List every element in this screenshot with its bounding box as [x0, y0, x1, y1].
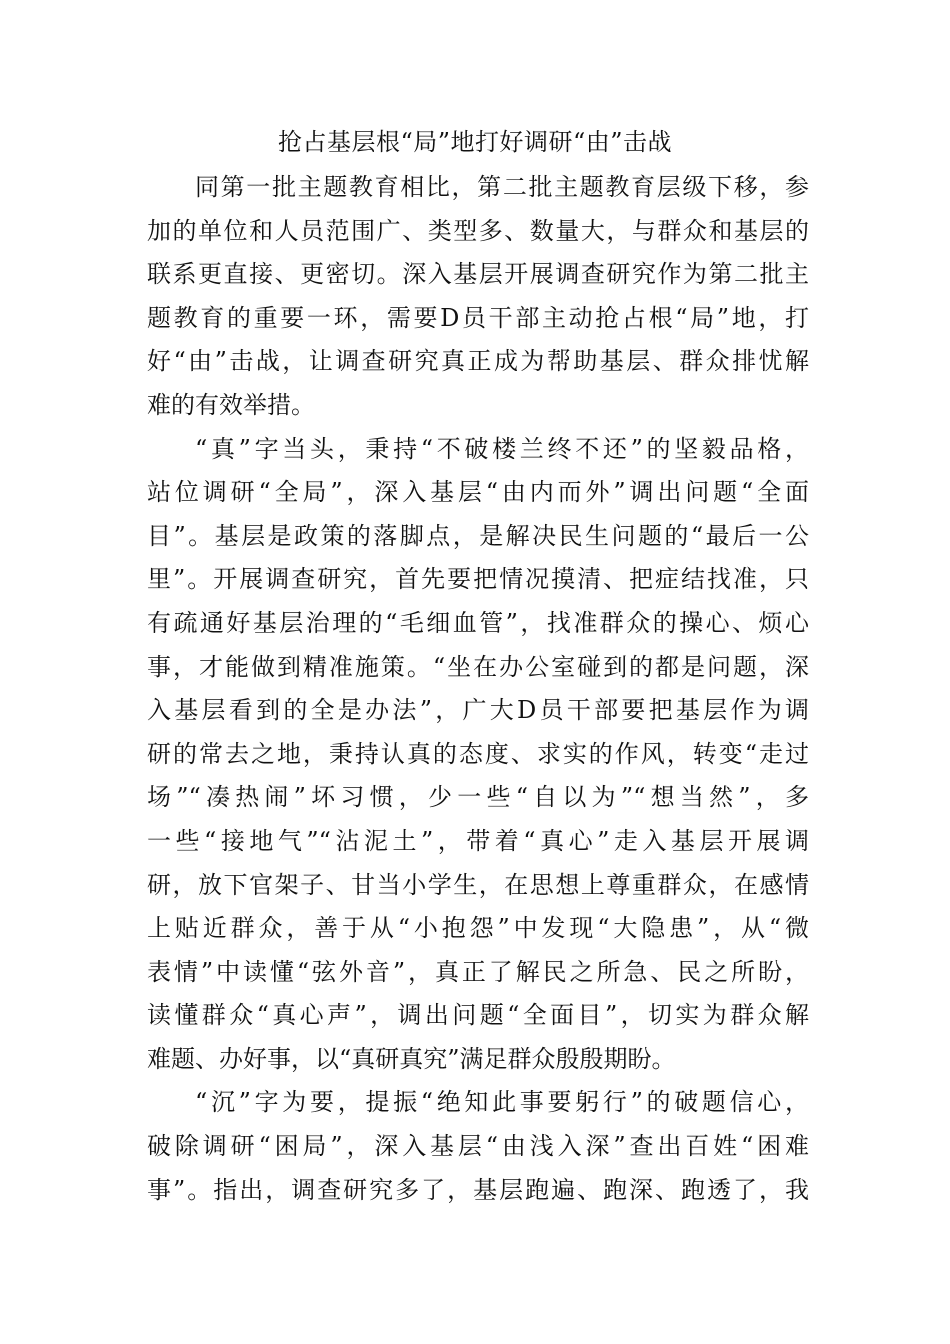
text-line: 加的单位和人员范围广、类型多、数量大，与群众和基层的: [147, 216, 809, 245]
text-line: 难的有效举措。: [147, 390, 315, 419]
text-line: “沉”字为要，提振“绝知此事要躬行”的破题信心，: [195, 1088, 809, 1117]
paragraph-zhen: [147, 428, 809, 1082]
text-line: 研，放下官架子、甘当小学生，在思想上尊重群众，在感情: [147, 870, 809, 899]
paragraph-intro: [147, 166, 809, 428]
document-body: [147, 166, 809, 1212]
text-line: 读懂群众“真心声”，调出问题“全面目”，切实为群众解: [147, 1001, 809, 1030]
text-line: 入基层看到的全是办法”，广大D员干部要把基层作为调: [147, 696, 809, 725]
text-line: 有疏通好基层治理的“毛细血管”，找准群众的操心、烦心: [147, 608, 809, 637]
text-line: “真”字当头，秉持“不破楼兰终不还”的坚毅品格，: [195, 434, 809, 463]
text-line: 表情”中读懂“弦外音”，真正了解民之所急、民之所盼，: [147, 957, 809, 986]
text-line: 一些“接地气”“沾泥土”，带着“真心”走入基层开展调: [147, 826, 809, 855]
text-line: 事，才能做到精准施策。“坐在办公室碰到的都是问题，深: [147, 652, 809, 681]
text-line: 上贴近群众，善于从“小抱怨”中发现“大隐患”，从“微: [147, 914, 809, 943]
text-line: 同第一批主题教育相比，第二批主题教育层级下移，参: [195, 173, 809, 201]
text-line: 事”。指出，调查研究多了，基层跑遍、跑深、跑透了，我: [147, 1175, 809, 1204]
text-line: 破除调研“困局”，深入基层“由浅入深”查出百姓“困难: [147, 1132, 809, 1161]
text-line: 研的常去之地，秉持认真的态度、求实的作风，转变“走过: [147, 739, 809, 768]
text-line: 里”。开展调查研究，首先要把情况摸清、把症结找准，只: [147, 565, 809, 594]
text-line: 场”“凑热闹”坏习惯，少一些“自以为”“想当然”，多: [147, 783, 809, 812]
paragraph-chen: [147, 1081, 809, 1212]
text-line: 联系更直接、更密切。深入基层开展调查研究作为第二批主: [147, 260, 809, 289]
text-line: 站位调研“全局”，深入基层“由内而外”调出问题“全面: [147, 478, 809, 507]
text-line: 难题、办好事，以“真研真究”满足群众殷殷期盼。: [147, 1044, 676, 1073]
document-title: 抢占基层根“局”地打好调研“由”击战: [277, 128, 673, 156]
text-line: 好“由”击战，让调查研究真正成为帮助基层、群众排忧解: [147, 347, 809, 376]
text-line: 目”。基层是政策的落脚点，是解决民生问题的“最后一公: [147, 521, 809, 550]
text-line: 题教育的重要一环，需要D员干部主动抢占根“局”地，打: [147, 303, 809, 332]
